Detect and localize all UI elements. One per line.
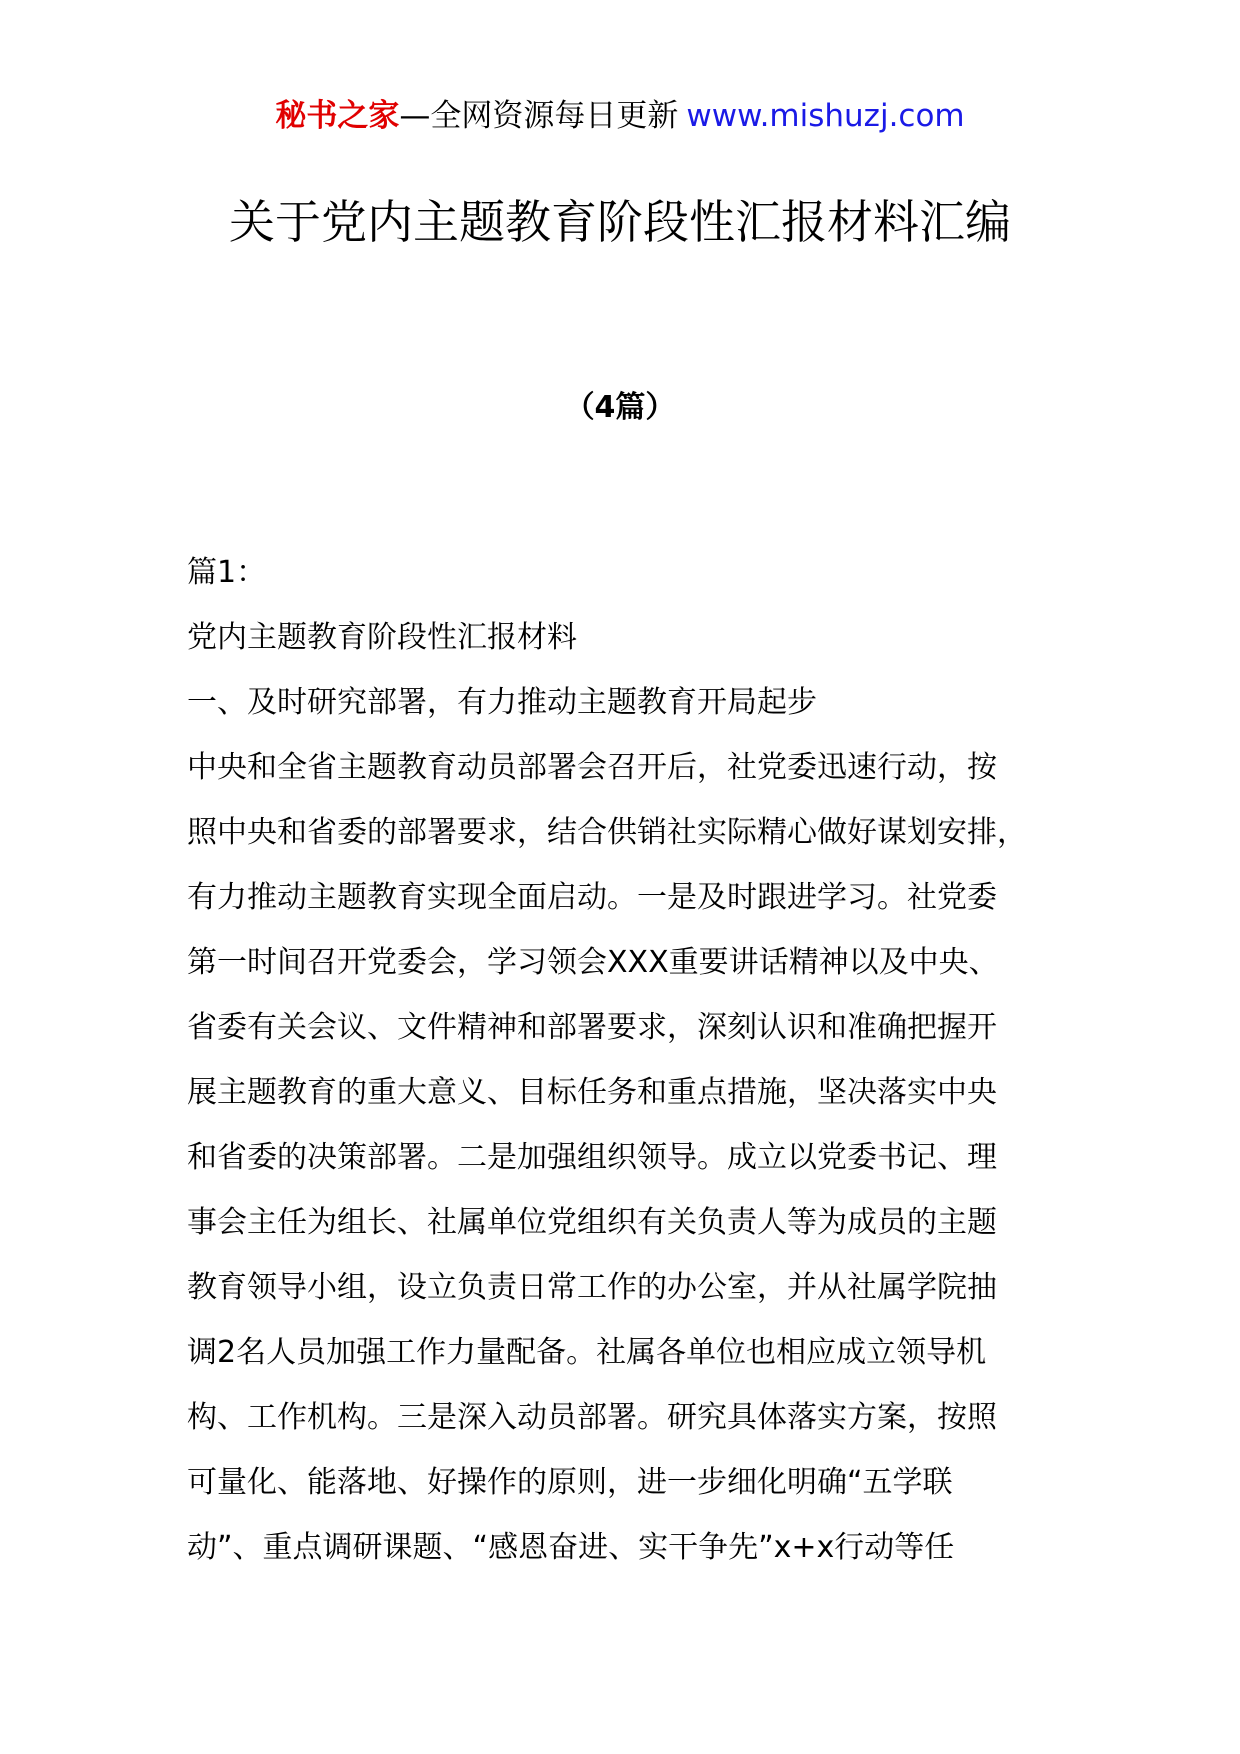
paragraph-line: 展主题教育的重大意义、目标任务和重点措施，坚决落实中央 [187, 1075, 997, 1110]
paragraph-line: 教育领导小组，设立负责日常工作的办公室，并从社属学院抽 [187, 1270, 997, 1305]
site-header [0, 96, 1240, 136]
header-tagline: —全网资源每日更新 [399, 98, 679, 134]
paragraph-line: 调2名人员加强工作力量配备。社属各单位也相应成立领导机 [187, 1335, 987, 1370]
brand-name: 秘书之家 [275, 98, 400, 134]
paragraph-line: 可量化、能落地、好操作的原则，进一步细化明确“五学联 [187, 1465, 953, 1500]
document-body [187, 540, 1075, 1580]
paragraph-line: 和省委的决策部署。二是加强组织领导。成立以党委书记、理 [187, 1140, 997, 1175]
section-title: 党内主题教育阶段性汇报材料 [187, 620, 577, 655]
paragraph-line: 照中央和省委的部署要求，结合供销社实际精心做好谋划安排， [187, 815, 1027, 850]
paragraph-line: 事会主任为组长、社属单位党组织有关负责人等为成员的主题 [187, 1205, 997, 1240]
document-title: 关于党内主题教育阶段性汇报材料汇编 [229, 195, 1011, 249]
paragraph-line: 第一时间召开党委会，学习领会XXX重要讲话精神以及中央、 [187, 945, 999, 980]
paragraph-line: 有力推动主题教育实现全面启动。一是及时跟进学习。社党委 [187, 880, 997, 915]
paragraph-line: 构、工作机构。三是深入动员部署。研究具体落实方案，按照 [187, 1400, 997, 1435]
subsection-heading: 一、及时研究部署，有力推动主题教育开局起步 [187, 685, 817, 720]
article-count: （4篇） [564, 390, 676, 425]
paragraph-line: 动”、重点调研课题、“感恩奋进、实干争先”x+x行动等任 [187, 1530, 955, 1565]
paragraph-line: 中央和全省主题教育动员部署会召开后，社党委迅速行动，按 [187, 750, 997, 785]
paragraph-line: 省委有关会议、文件精神和部署要求，深刻认识和准确把握开 [187, 1010, 997, 1045]
site-url-link[interactable]: www.mishuzj.com [686, 98, 965, 134]
section-label: 篇1： [187, 555, 267, 590]
